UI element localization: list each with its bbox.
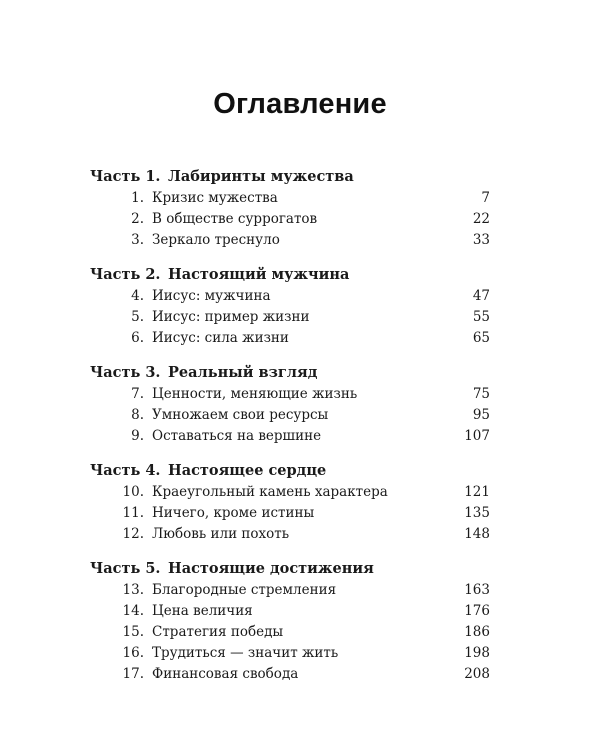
chapter-title: Цена величия <box>152 603 253 619</box>
toc-entry <box>90 330 490 351</box>
part-title: Настоящее сердце <box>168 462 327 479</box>
part-label: Часть 5. <box>90 560 161 577</box>
part-label: Часть 3. <box>90 364 161 381</box>
chapter-number: 1. <box>131 190 144 206</box>
chapter-number: 17. <box>122 666 144 682</box>
chapter-title: Кризис мужества <box>152 190 278 206</box>
page-number: 75 <box>472 386 490 402</box>
chapter-title: Иисус: сила жизни <box>152 330 289 346</box>
page-number: 208 <box>464 666 490 682</box>
toc-entry <box>90 484 490 505</box>
page-number: 148 <box>464 526 490 542</box>
chapter-number: 8. <box>131 407 144 423</box>
page-number: 121 <box>464 484 490 500</box>
toc-entry <box>90 211 490 232</box>
chapter-title: Благородные стремления <box>152 582 337 598</box>
toc-entry <box>90 666 490 687</box>
page-number: 33 <box>472 232 490 248</box>
toc-part <box>90 560 490 687</box>
toc-part <box>90 462 490 547</box>
part-heading <box>90 266 490 288</box>
chapter-number: 10. <box>122 484 144 500</box>
page-number: 22 <box>472 211 490 227</box>
toc-entry <box>90 190 490 211</box>
toc-part <box>90 266 490 351</box>
table-of-contents <box>90 168 490 700</box>
part-title: Настоящий мужчина <box>168 266 350 283</box>
toc-part <box>90 364 490 449</box>
chapter-number: 3. <box>131 232 144 248</box>
page-number: 107 <box>464 428 490 444</box>
chapter-title: В обществе суррогатов <box>152 211 318 227</box>
chapter-number: 15. <box>122 624 144 640</box>
chapter-number: 13. <box>122 582 144 598</box>
chapter-number: 11. <box>122 505 144 521</box>
chapter-title: Иисус: пример жизни <box>152 309 310 325</box>
chapter-title: Стратегия победы <box>152 624 284 640</box>
part-label: Часть 1. <box>90 168 161 185</box>
part-title: Реальный взгляд <box>168 364 318 381</box>
part-heading <box>90 560 490 582</box>
part-heading <box>90 364 490 386</box>
page-number: 7 <box>481 190 490 206</box>
toc-entry <box>90 428 490 449</box>
toc-entry <box>90 386 490 407</box>
toc-entry <box>90 526 490 547</box>
page-number: 186 <box>464 624 490 640</box>
page-number: 95 <box>472 407 490 423</box>
toc-part <box>90 168 490 253</box>
chapter-number: 5. <box>131 309 144 325</box>
part-label: Часть 2. <box>90 266 161 283</box>
chapter-title: Умножаем свои ресурсы <box>152 407 329 423</box>
page-number: 47 <box>472 288 490 304</box>
toc-entry <box>90 603 490 624</box>
toc-entry <box>90 232 490 253</box>
chapter-number: 12. <box>122 526 144 542</box>
chapter-number: 4. <box>131 288 144 304</box>
chapter-number: 7. <box>131 386 144 402</box>
page-number: 163 <box>464 582 490 598</box>
page-number: 65 <box>472 330 490 346</box>
chapter-number: 14. <box>122 603 144 619</box>
page-number: 198 <box>464 645 490 661</box>
page-title: Оглавление <box>213 88 387 120</box>
chapter-title: Иисус: мужчина <box>152 288 271 304</box>
part-heading <box>90 168 490 190</box>
toc-entry <box>90 624 490 645</box>
chapter-title: Трудиться — значит жить <box>152 645 339 661</box>
part-title: Настоящие достижения <box>168 560 374 577</box>
chapter-title: Краеугольный камень характера <box>152 484 388 500</box>
chapter-title: Оставаться на вершине <box>152 428 322 444</box>
chapter-number: 2. <box>131 211 144 227</box>
toc-entry <box>90 288 490 309</box>
part-label: Часть 4. <box>90 462 161 479</box>
chapter-number: 16. <box>122 645 144 661</box>
toc-entry <box>90 645 490 666</box>
chapter-title: Ничего, кроме истины <box>152 505 315 521</box>
chapter-number: 6. <box>131 330 144 346</box>
toc-entry <box>90 407 490 428</box>
page-number: 55 <box>472 309 490 325</box>
part-title: Лабиринты мужества <box>168 168 354 185</box>
chapter-title: Финансовая свобода <box>152 666 299 682</box>
toc-entry <box>90 505 490 526</box>
toc-entry <box>90 309 490 330</box>
part-heading <box>90 462 490 484</box>
page-number: 135 <box>464 505 490 521</box>
chapter-title: Ценности, меняющие жизнь <box>152 386 358 402</box>
chapter-number: 9. <box>131 428 144 444</box>
chapter-title: Зеркало треснуло <box>152 232 280 248</box>
page-number: 176 <box>464 603 490 619</box>
toc-entry <box>90 582 490 603</box>
chapter-title: Любовь или похоть <box>152 526 290 542</box>
